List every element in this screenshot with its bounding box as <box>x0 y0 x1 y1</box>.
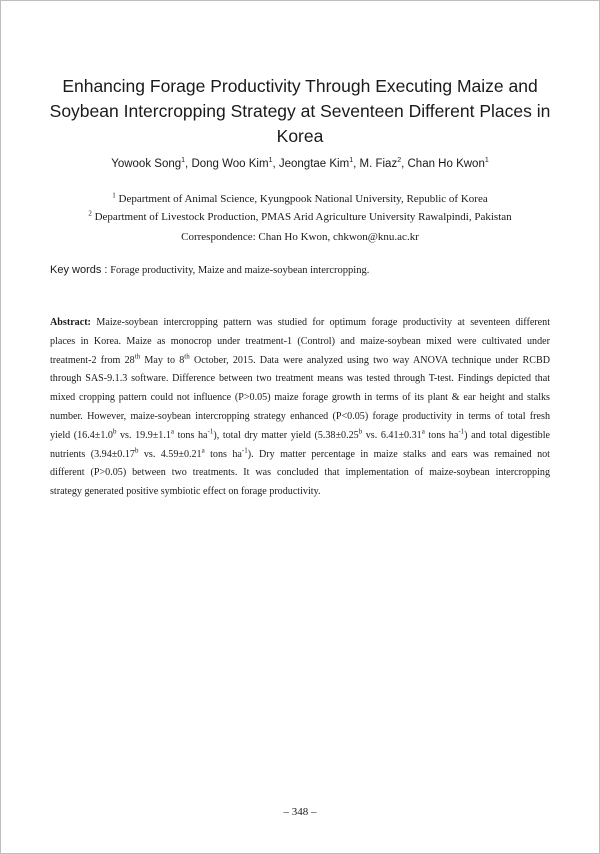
affiliation-mark: 1 <box>112 191 116 200</box>
author-list: Yowook Song$^1$, Dong Woo Kim$^1$, Jeongtae Kim$^1$, M. Fiaz$^2$, Chan Ho Kwon$^1$ <box>111 157 489 170</box>
author-affiliation-mark: 1 <box>268 157 273 165</box>
author-name: Jeongtae Kim <box>278 158 350 170</box>
title-line-3: Korea <box>276 126 324 146</box>
author-affiliation-mark: 1 <box>181 157 186 165</box>
keywords-label: Key words : <box>50 264 108 276</box>
author-name: M. Fiaz <box>359 158 398 170</box>
paper-title <box>40 74 560 149</box>
keywords <box>50 264 369 276</box>
affiliation-text: Department of Livestock Production, PMAS Arid Agriculture University Rawalpindi, Pakistan <box>94 211 512 223</box>
correspondence: Correspondence: Chan Ho Kwon, chkwon@knu.ac.kr <box>181 231 419 243</box>
page-number: – 348 – <box>283 806 317 818</box>
abstract-line: places in Korea. Maize as monocrop under treatment-1 (Control) and maize-soybean mixed were cultivated under <box>50 335 550 347</box>
abstract-line: mixed cropping pattern could not influence (P>0.05) maize forage growth in terms of its plant & ear height and stalks <box>50 392 550 404</box>
affiliation-text: Department of Animal Science, Kyungpook National University, Republic of Korea <box>118 193 488 205</box>
affiliation-mark: 2 <box>88 209 92 218</box>
author-name: Yowook Song <box>111 158 182 170</box>
author-affiliation-mark: 1 <box>484 157 489 165</box>
abstract-line: yield (16.4±1.0$^b$ vs. 19.9±1.1$^a$ tons $ha^{-1}$), total dry matter yield (5.38±0.25$^b$ vs. 6.41±0.31$^a$ tons $ha^{-1}$) and total digestible <box>50 427 550 441</box>
abstract-line: number. However, maize-soybean intercropping strategy enhanced (P<0.05) forage productivity in terms of total fresh <box>50 410 550 422</box>
author-affiliation-mark: 2 <box>397 157 402 165</box>
affiliation-1 <box>0 193 600 205</box>
title-line-2: Soybean Intercropping Strategy at Seventeen Different Places in <box>49 101 551 121</box>
abstract-line: different (P>0.05) between two treatments. It was concluded that implementation of maize-soybean intercropping <box>50 467 550 479</box>
abstract-line: Abstract: Maize-soybean intercropping pattern was studied for optimum forage productivity at seventeen different <box>50 317 550 328</box>
abstract-line: through SAS-9.1.3 software. Difference between two treatment means was tested through T-test. Findings depicted that <box>50 373 550 385</box>
abstract-line: strategy generated positive symbiotic effect on forage productivity. <box>50 486 321 498</box>
title-line-1: Enhancing Forage Productivity Through Executing Maize and <box>62 76 538 96</box>
author-affiliation-mark: 1 <box>349 157 354 165</box>
abstract-line: treatment-2 from 28th May to 8th October, 2015. Data were analyzed using two way ANOVA technique under RCBD <box>50 352 550 366</box>
abstract-label: Abstract: <box>50 317 91 328</box>
abstract-line: nutrients (3.94±0.17$^b$ vs. 4.59±0.21$^a$ tons $ha^{-1}$). Dry matter percentage in maize stalks and ears was remained not <box>50 446 550 460</box>
author-name: Chan Ho Kwon <box>407 158 485 170</box>
author-name: Dong Woo Kim <box>191 158 269 170</box>
abstract <box>50 314 550 502</box>
keywords-text: Forage productivity, Maize and maize-soybean intercropping. <box>110 265 370 276</box>
affiliation-2 <box>0 211 600 223</box>
